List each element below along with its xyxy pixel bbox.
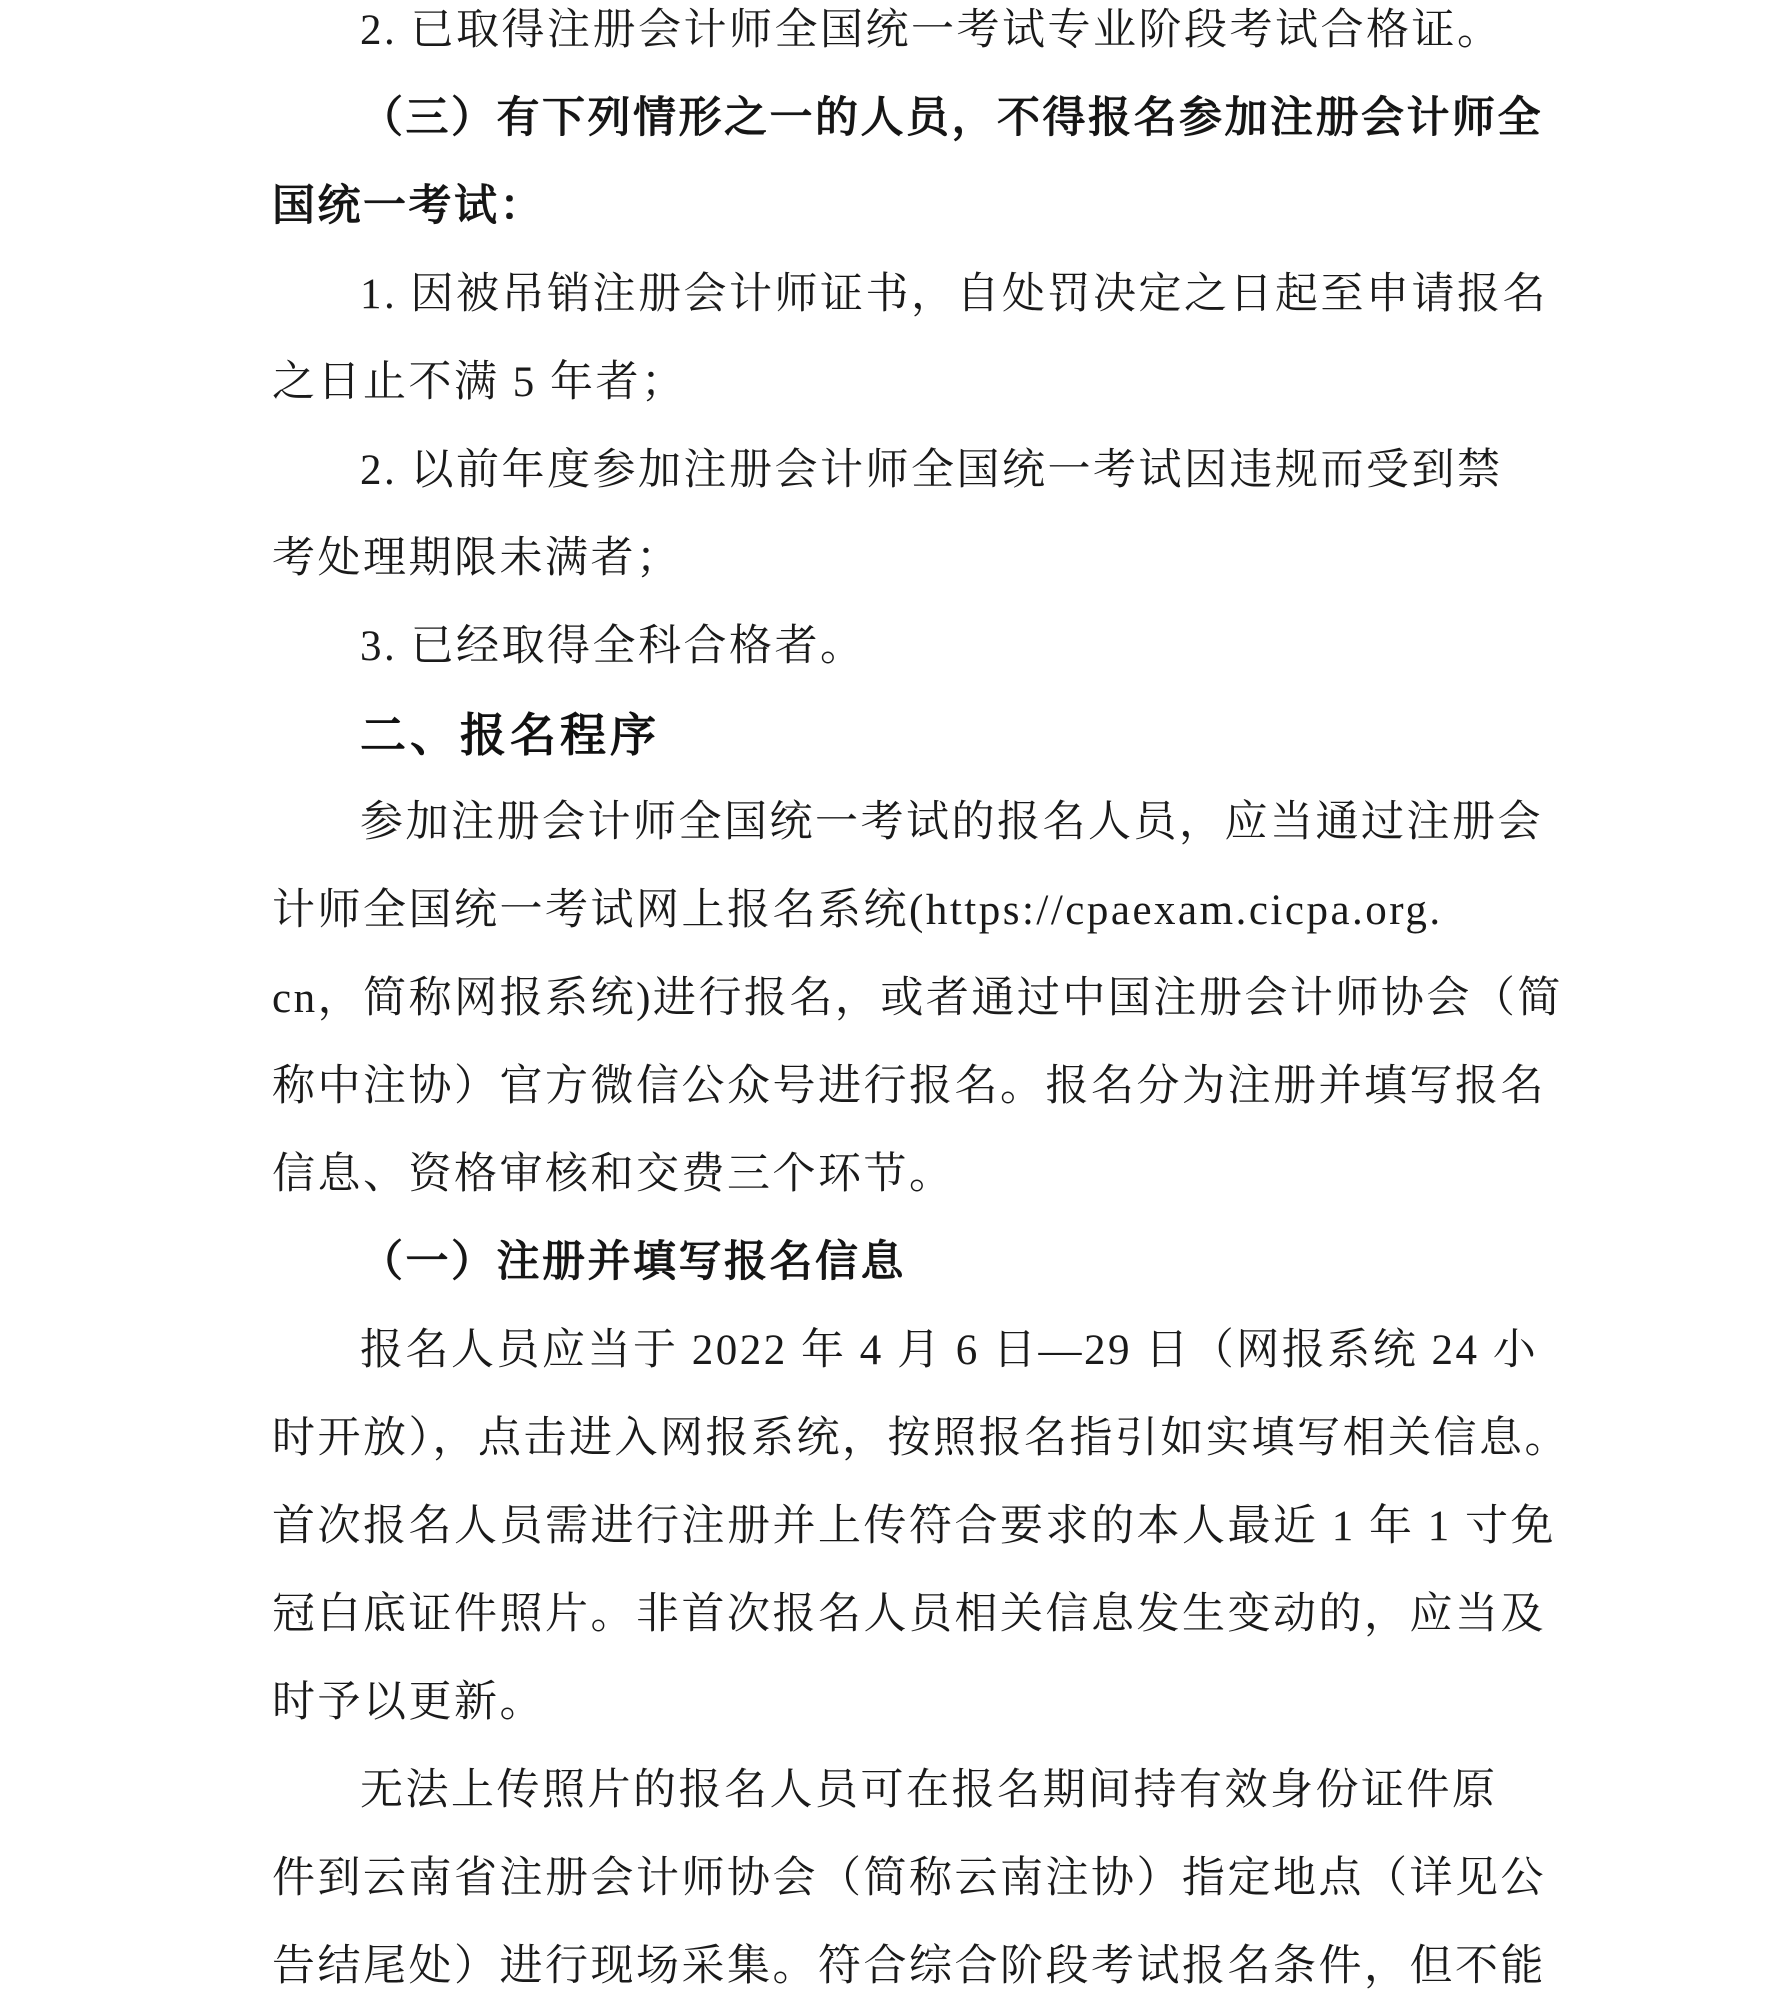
text-line: 2. 已取得注册会计师全国统一考试专业阶段考试合格证。 <box>360 7 1503 54</box>
text-line: 国统一考试： <box>272 183 545 230</box>
text-line: 二、报名程序 <box>360 709 660 761</box>
text-line: 时开放），点击进入网报系统，按照报名指引如实填写相关信息。 <box>272 1415 1570 1462</box>
text-line: 告结尾处）进行现场采集。符合综合阶段考试报名条件，但不能 <box>272 1943 1546 1990</box>
text-line: 件到云南省注册会计师协会（简称云南注协）指定地点（详见公 <box>272 1855 1546 1902</box>
document-text-block <box>272 0 1570 2000</box>
text-line: 参加注册会计师全国统一考试的报名人员，应当通过注册会 <box>360 799 1543 846</box>
text-line: 考处理期限未满者； <box>272 535 682 582</box>
text-line: 1. 因被吊销注册会计师证书，自处罚决定之日起至申请报名 <box>360 271 1548 318</box>
text-line: 3. 已经取得全科合格者。 <box>360 623 866 670</box>
text-line: （一）注册并填写报名信息 <box>360 1239 906 1286</box>
text-line: 无法上传照片的报名人员可在报名期间持有效身份证件原 <box>360 1767 1498 1814</box>
text-line: cn，简称网报系统)进行报名，或者通过中国注册会计师协会（简 <box>272 975 1563 1022</box>
text-line: 称中注协）官方微信公众号进行报名。报名分为注册并填写报名 <box>272 1063 1546 1110</box>
text-line: 时予以更新。 <box>272 1679 545 1726</box>
text-line: 之日止不满 5 年者； <box>272 359 687 406</box>
text-line: 报名人员应当于 2022 年 4 月 6 日—29 日（网报系统 24 小 <box>360 1327 1539 1374</box>
text-line: （三）有下列情形之一的人员，不得报名参加注册会计师全 <box>360 95 1543 142</box>
text-line: 信息、资格审核和交费三个环节。 <box>272 1151 955 1198</box>
text-line: 2. 以前年度参加注册会计师全国统一考试因违规而受到禁 <box>360 447 1503 494</box>
text-line: 冠白底证件照片。非首次报名人员相关信息发生变动的，应当及 <box>272 1591 1546 1638</box>
text-line: 首次报名人员需进行注册并上传符合要求的本人最近 1 年 1 寸免 <box>272 1503 1556 1550</box>
text-line: 计师全国统一考试网上报名系统(https://cpaexam.cicpa.org. <box>272 887 1443 934</box>
